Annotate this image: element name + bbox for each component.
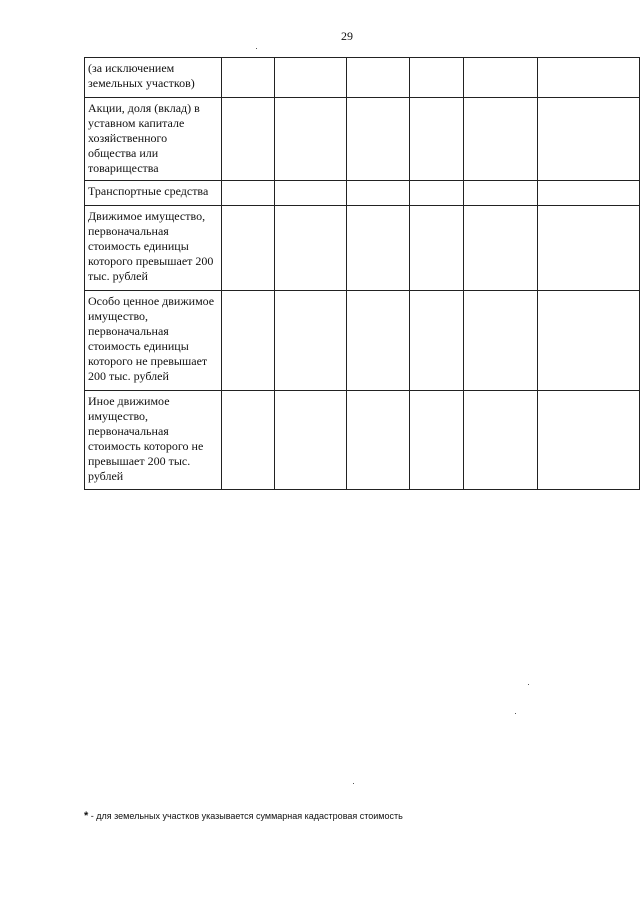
table-cell — [346, 391, 409, 490]
table-row — [85, 391, 640, 490]
table-cell — [222, 291, 274, 391]
table-cell — [346, 181, 409, 206]
table-row — [85, 181, 640, 206]
table-cell — [409, 206, 463, 291]
row-label: Особо ценное движимое имущество, первоначальная стоимость единицы которого не превышает 200 тыс. рублей — [85, 291, 222, 391]
table-cell — [464, 98, 538, 181]
scan-speck — [515, 713, 516, 714]
scan-speck — [353, 783, 354, 784]
table-cell — [464, 58, 538, 98]
table-cell — [464, 206, 538, 291]
scan-speck — [256, 48, 257, 49]
asset-table — [84, 57, 640, 490]
row-label: Акции, доля (вклад) в уставном капитале хозяйственного общества или товарищества — [85, 98, 222, 181]
row-label: (за исключением земельных участков) — [85, 58, 222, 98]
table-cell — [346, 58, 409, 98]
table-cell — [464, 181, 538, 206]
table-cell — [346, 98, 409, 181]
footnote — [84, 810, 403, 822]
table-cell — [222, 98, 274, 181]
row-label: Транспортные средства — [85, 181, 222, 206]
table-row — [85, 58, 640, 98]
table-cell — [274, 181, 346, 206]
row-label: Движимое имущество, первоначальная стоимость единицы которого превышает 200 тыс. рублей — [85, 206, 222, 291]
table-cell — [222, 58, 274, 98]
table-row — [85, 291, 640, 391]
footnote-marker: * — [84, 810, 89, 822]
table-cell — [222, 181, 274, 206]
table-cell — [346, 206, 409, 291]
table-cell — [274, 98, 346, 181]
table-cell — [409, 291, 463, 391]
table-cell — [538, 98, 640, 181]
table-cell — [409, 391, 463, 490]
table-cell — [409, 58, 463, 98]
table-cell — [222, 206, 274, 291]
table-cell — [274, 391, 346, 490]
table-cell — [464, 291, 538, 391]
footnote-text: - для земельных участков указывается суммарная кадастровая стоимость — [88, 811, 403, 821]
table-row — [85, 98, 640, 181]
table-cell — [222, 391, 274, 490]
table-cell — [274, 58, 346, 98]
table-cell — [538, 391, 640, 490]
table-cell — [538, 206, 640, 291]
page-number: 29 — [341, 29, 353, 43]
table-row — [85, 206, 640, 291]
table-cell — [274, 206, 346, 291]
row-label: Иное движимое имущество, первоначальная стоимость которого не превышает 200 тыс. рублей — [85, 391, 222, 490]
table-cell — [274, 291, 346, 391]
table-cell — [409, 181, 463, 206]
scan-speck — [528, 684, 529, 685]
table-cell — [409, 98, 463, 181]
table-cell — [538, 291, 640, 391]
table-cell — [538, 58, 640, 98]
table-cell — [538, 181, 640, 206]
table-cell — [346, 291, 409, 391]
table-cell — [464, 391, 538, 490]
